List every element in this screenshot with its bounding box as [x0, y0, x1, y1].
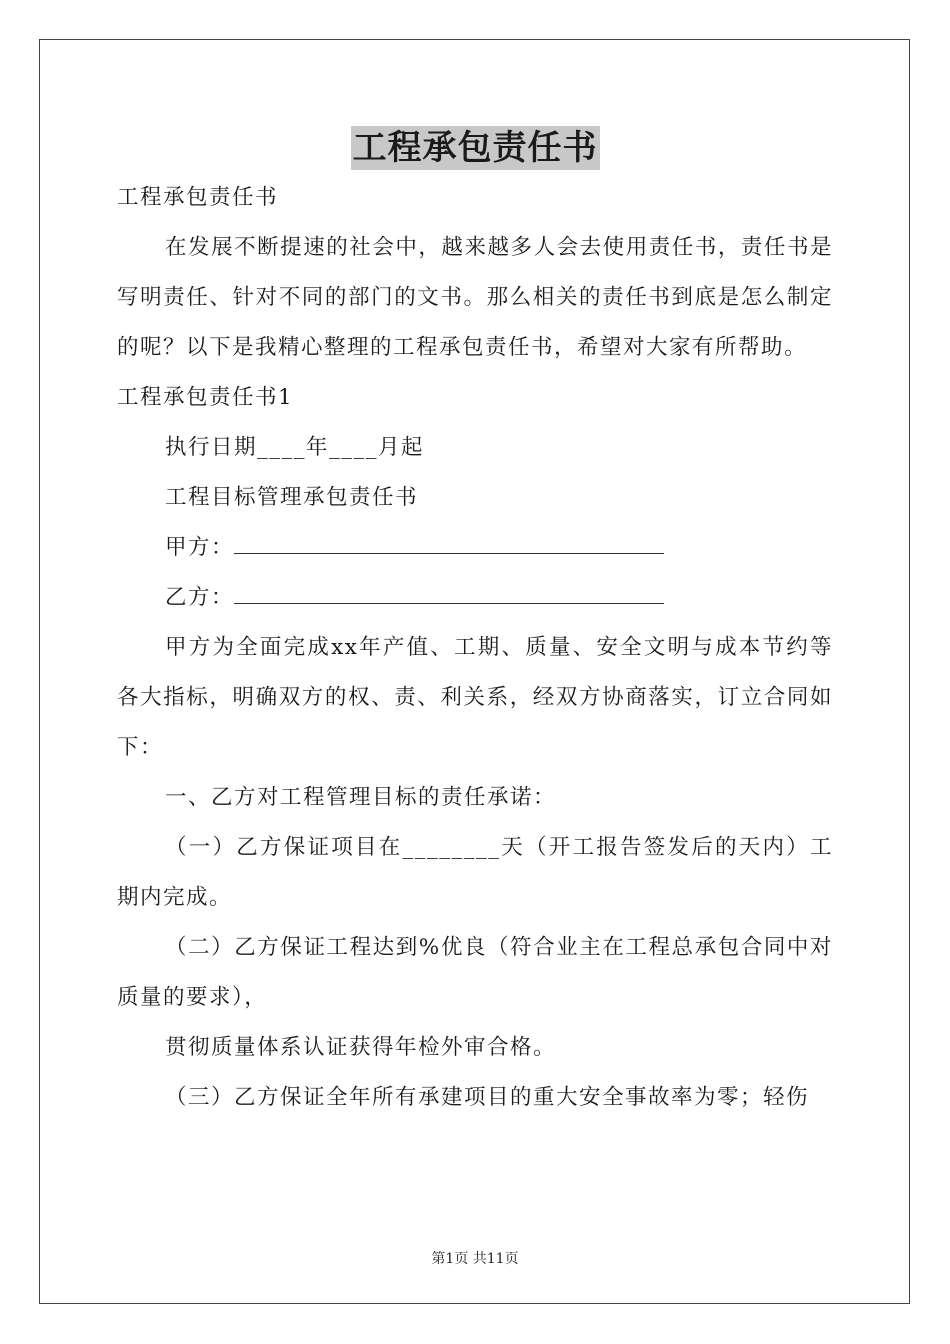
- party-b-blank: [234, 579, 664, 604]
- party-a-line: [117, 523, 833, 573]
- document-body: [117, 173, 833, 1123]
- party-b-line: [117, 573, 833, 623]
- execution-date: 执行日期____年____月起: [165, 435, 425, 460]
- clause-1-2: （二）乙方保证工程达到%优良（符合业主在工程总承包合同中对质量的要求），: [117, 935, 833, 1010]
- page-footer: 第1页 共11页: [431, 1251, 519, 1267]
- purpose-paragraph: 甲方为全面完成xx年产值、工期、质量、安全文明与成本节约等各大指标，明确双方的权、责、利关系，经双方协商落实，订立合同如下：: [117, 635, 833, 760]
- clause-1-2-continued: 贯彻质量体系认证获得年检外审合格。: [165, 1035, 557, 1060]
- party-a-label: 甲方：: [165, 535, 235, 560]
- responsibility-subtitle: 工程目标管理承包责任书: [165, 485, 419, 510]
- document-subtitle: 工程承包责任书: [117, 185, 279, 210]
- party-a-blank: [234, 529, 664, 554]
- intro-paragraph: 在发展不断提速的社会中，越来越多人会去使用责任书，责任书是写明责任、针对不同的部门的文书。那么相关的责任书到底是怎么制定的呢？以下是我精心整理的工程承包责任书，希望对大家有所帮助。: [117, 235, 833, 360]
- section-heading: 工程承包责任书1: [117, 385, 294, 410]
- clause-1-3: （三）乙方保证全年所有承建项目的重大安全事故率为零；轻伤: [165, 1085, 810, 1110]
- document-title: 工程承包责任书: [352, 128, 598, 168]
- title-container: [0, 126, 950, 170]
- clause-1-heading: 一、乙方对工程管理目标的责任承诺：: [165, 785, 557, 810]
- clause-1-1: （一）乙方保证项目在________天（开工报告签发后的天内）工期内完成。: [117, 835, 833, 910]
- party-b-label: 乙方：: [165, 585, 235, 610]
